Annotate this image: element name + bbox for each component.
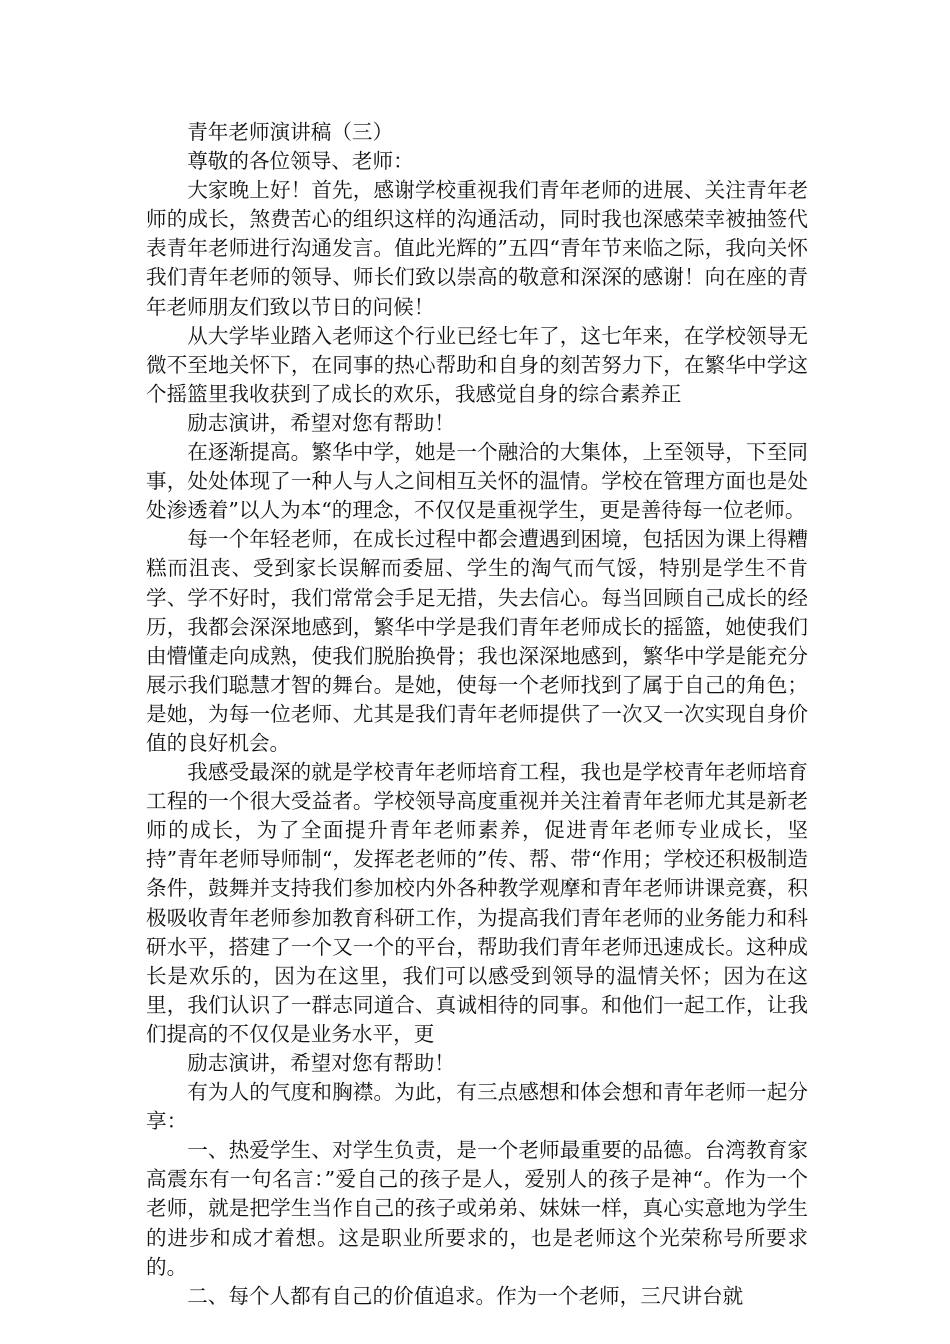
paragraph: 大家晚上好！首先，感谢学校重视我们青年老师的进展、关注青年老师的成长，煞费苦心的组织这样的沟通活动，同时我也深感荣幸被抽签代表青年老师进行沟通发言。值此光辉的”五四“青年节来临之际，我向关怀我们青年老师的领导、师长们致以崇高的敬意和深深的感谢！向在座的青年老师朋友们致以节日的问候！ <box>146 178 808 319</box>
paragraph: 励志演讲，希望对您有帮助！ <box>187 1051 455 1075</box>
paragraph: 有为人的气度和胸襟。为此，有三点感想和体会想和青年老师一起分享： <box>146 1080 808 1134</box>
paragraph: 励志演讲，希望对您有帮助！ <box>187 410 455 435</box>
paragraph: 一、热爱学生、对学生负责，是一个老师最重要的品德。台湾教育家高震东有一句名言：”爱自己的孩子是人，爱别人的孩子是神“。作为一个老师，就是把学生当作自己的孩子或弟弟、妹妹一样，真心实意地为学生的进步和成才着想。这是职业所要求的，也是老师这个光荣称号所要求的。 <box>146 1138 808 1279</box>
greeting-line: 尊敬的各位领导、老师： <box>187 149 414 174</box>
document-title: 青年老师演讲稿（三） <box>187 120 394 144</box>
paragraph: 每一个年轻老师，在成长过程中都会遭遇到困境，包括因为课上得糟糕而沮丧、受到家长误解而委屈、学生的淘气而气馁，特别是学生不肯学、学不好时，我们常常会手足无措，失去信心。每当回顾自己成长的经历，我都会深深地感到，繁华中学是我们青年老师成长的摇篮，她使我们由懵懂走向成熟，使我们脱胎换骨；我也深深地感到，繁华中学是能充分展示我们聪慧才智的舞台。是她，使每一个老师找到了属于自己的角色；是她，为每一位老师、尤其是我们青年老师提供了一次又一次实现自身价值的良好机会。 <box>146 527 808 755</box>
paragraph: 从大学毕业踏入老师这个行业已经七年了，这七年来，在学校领导无微不至地关怀下，在同事的热心帮助和自身的刻苦努力下，在繁华中学这个摇篮里我收获到了成长的欢乐，我感觉自身的综合素养正 <box>146 323 808 406</box>
paragraph: 我感受最深的就是学校青年老师培育工程，我也是学校青年老师培育工程的一个很大受益者。学校领导高度重视并关注着青年老师尤其是新老师的成长，为了全面提升青年老师素养，促进青年老师专业成长，坚持”青年老师导师制“，发挥老老师的”传、帮、带“作用；学校还积极制造条件，鼓舞并支持我们参加校内外各种教学观摩和青年老师讲课竞赛，积极吸收青年老师参加教育科研工作，为提高我们青年老师的业务能力和科研水平，搭建了一个又一个的平台，帮助我们青年老师迅速成长。这种成长是欢乐的，因为在这里，我们可以感受到领导的温情关怀；因为在这里，我们认识了一群志同道合、真诚相待的同事。和他们一起工作，让我们提高的不仅仅是业务水平，更 <box>146 760 808 1046</box>
paragraph: 二、每个人都有自己的价值追求。作为一个老师，三尺讲台就 <box>187 1283 744 1308</box>
document-page <box>146 118 808 1311</box>
paragraph: 在逐渐提高。繁华中学，她是一个融洽的大集体，上至领导，下至同事，处处体现了一种人与人之间相互关怀的温情。学校在管理方面也是处处渗透着”以人为本“的理念，不仅仅是重视学生，更是善待每一位老师。 <box>146 440 808 523</box>
